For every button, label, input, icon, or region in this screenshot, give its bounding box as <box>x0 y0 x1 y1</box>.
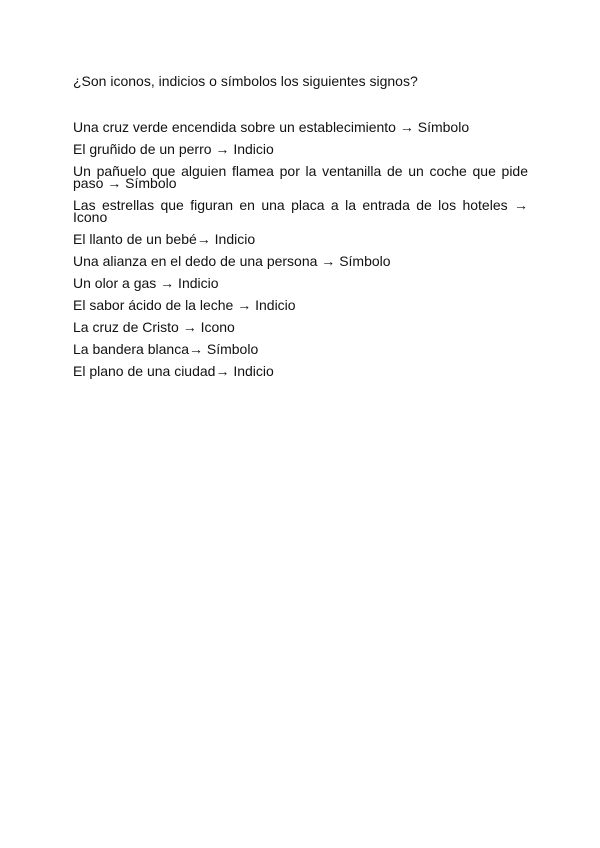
list-item: El llanto de un bebé→ Indicio <box>73 231 256 247</box>
list-item: La cruz de Cristo → Icono <box>73 319 235 335</box>
answer-list <box>73 118 528 384</box>
page-title: ¿Son iconos, indicios o símbolos los siguientes signos? <box>73 73 418 89</box>
list-item: Una cruz verde encendida sobre un establecimiento → Símbolo <box>73 119 470 135</box>
list-item: Un olor a gas → Indicio <box>73 275 219 291</box>
list-item: Una alianza en el dedo de una persona → Símbolo <box>73 253 391 269</box>
list-item: El plano de una ciudad→ Indicio <box>73 363 274 379</box>
list-item: El sabor ácido de la leche → Indicio <box>73 297 296 313</box>
list-item: La bandera blanca→ Símbolo <box>73 341 259 357</box>
list-item: Las estrellas que figuran en una placa a la entrada de los hoteles → Icono <box>73 197 528 225</box>
list-item: El gruñido de un perro → Indicio <box>73 141 274 157</box>
list-item: Un pañuelo que alguien flamea por la ventanilla de un coche que pide paso → Símbolo <box>73 163 528 191</box>
